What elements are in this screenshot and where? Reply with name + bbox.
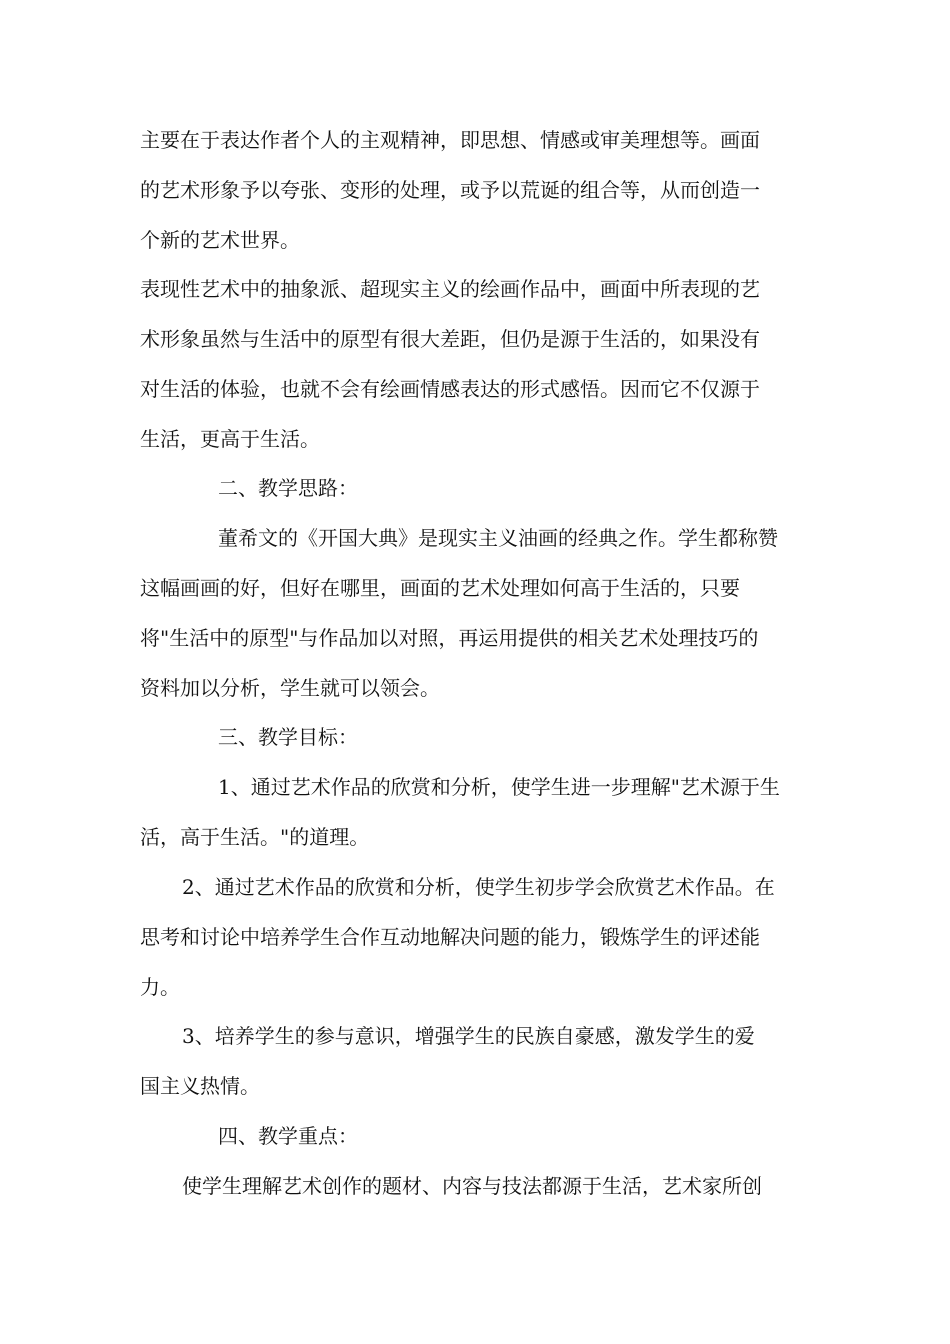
expressive-line-3: 对生活的体验，也就不会有绘画情感表达的形式感悟。因而它不仅源于 — [140, 377, 760, 401]
goal-2-line-3: 力。 — [140, 975, 180, 999]
goal-3-line-1: 3、培养学生的参与意识，增强学生的民族自豪感，激发学生的爱 — [182, 1024, 755, 1048]
expressive-line-1: 表现性艺术中的抽象派、超现实主义的绘画作品中，画面中所表现的艺 — [140, 277, 760, 301]
expressive-line-4: 生活，更高于生活。 — [140, 427, 320, 451]
intro-line-3: 个新的艺术世界。 — [140, 228, 300, 252]
goal-3-line-2: 国主义热情。 — [140, 1074, 260, 1098]
expressive-line-2: 术形象虽然与生活中的原型有很大差距，但仍是源于生活的，如果没有 — [140, 327, 760, 351]
section-4-heading: 四、教学重点： — [218, 1124, 358, 1148]
goal-2-line-1: 2、通过艺术作品的欣赏和分析，使学生初步学会欣赏艺术作品。在 — [182, 875, 775, 899]
section-4-line-1: 使学生理解艺术创作的题材、内容与技法都源于生活，艺术家所创 — [182, 1174, 762, 1198]
intro-line-2: 的艺术形象予以夸张、变形的处理，或予以荒诞的组合等，从而创造一 — [140, 178, 760, 202]
goal-2-line-2: 思考和讨论中培养学生合作互动地解决问题的能力，锻炼学生的评述能 — [140, 925, 760, 949]
section-3-heading: 三、教学目标： — [218, 725, 358, 749]
section-2-line-1: 董希文的《开国大典》是现实主义油画的经典之作。学生都称赞 — [218, 526, 778, 550]
goal-1-line-2: 活，高于生活。"的道理。 — [140, 825, 370, 849]
section-2-heading: 二、教学思路： — [218, 476, 358, 500]
intro-line-1: 主要在于表达作者个人的主观精神，即思想、情感或审美理想等。画面 — [140, 128, 760, 152]
section-2-line-4: 资料加以分析，学生就可以领会。 — [140, 676, 440, 700]
section-2-line-3: 将"生活中的原型"与作品加以对照，再运用提供的相关艺术处理技巧的 — [140, 626, 759, 650]
section-2-line-2: 这幅画画的好，但好在哪里，画面的艺术处理如何高于生活的，只要 — [140, 576, 740, 600]
goal-1-line-1: 1、通过艺术作品的欣赏和分析，使学生进一步理解"艺术源于生 — [218, 775, 780, 799]
